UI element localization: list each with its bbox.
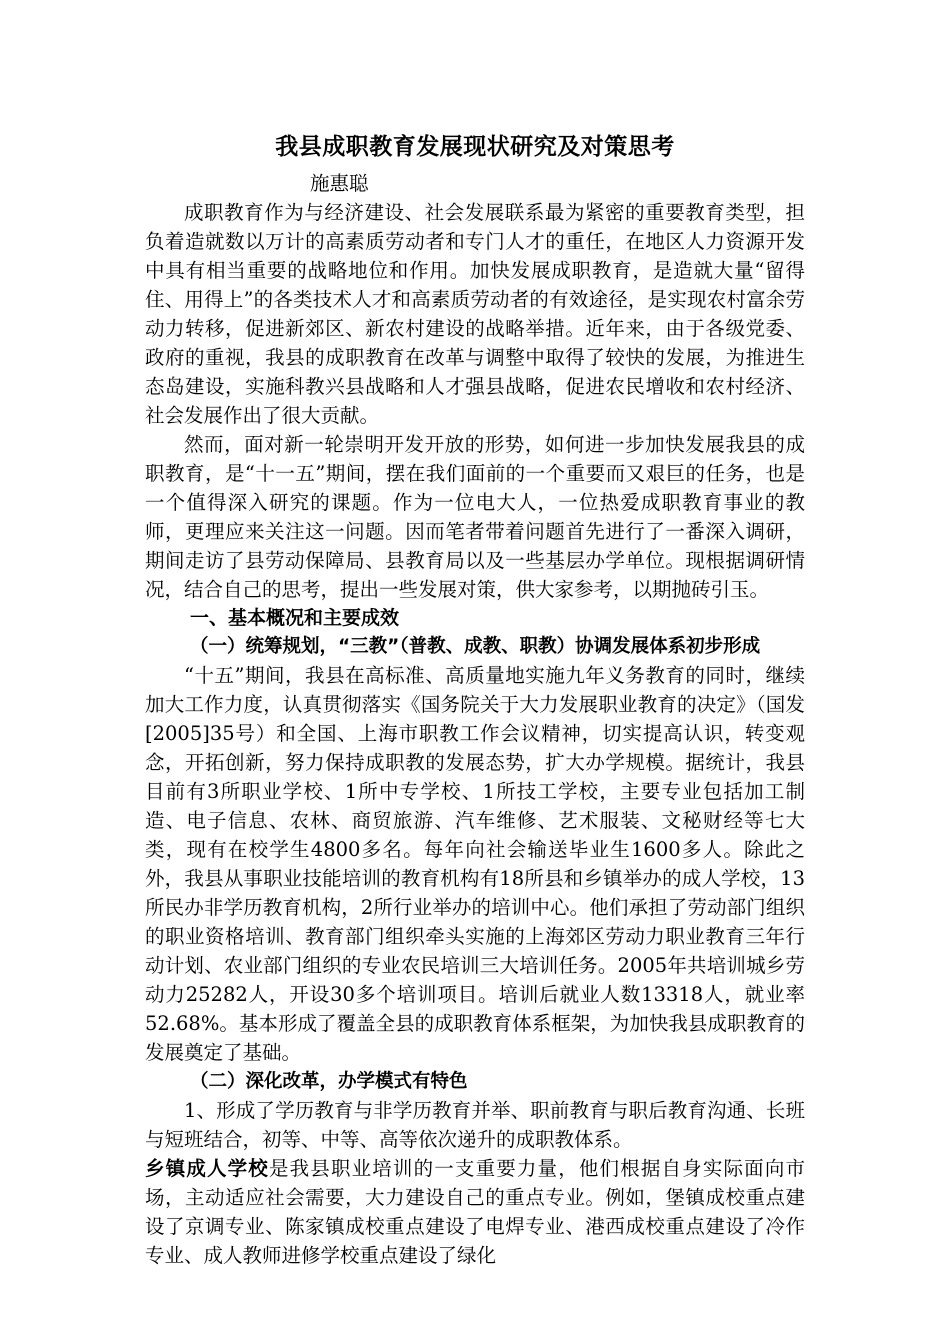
author-name: 施惠聪 bbox=[310, 172, 369, 195]
subsection-2-heading: （二）深化改革，办学模式有特色 bbox=[190, 1071, 468, 1092]
paragraph-lead-term: 乡镇成人学校 bbox=[145, 1157, 269, 1180]
intro-paragraph-1: 成职教育作为与经济建设、社会发展联系最为紧密的重要教育类型，担负着造就数以万计的高素质劳动者和专门人才的重任，在地区人力资源开发中具有相当重要的战略地位和作用。加快发展成职教育，是造就大量“留得住、用得上”的各类技术人才和高素质劳动者的有效途径，是实现农村富余劳动力转移，促进新郊区、新农村建设的战略举措。近年来，由于各级党委、政府的重视，我县的成职教育在改革与调整中取得了较快的发展，为推进生态岛建设，实施科教兴县战略和人才强县战略，促进农民增收和农村经济、社会发展作出了很大贡献。 bbox=[145, 201, 805, 427]
intro-paragraph-2: 然而，面对新一轮崇明开发开放的形势，如何进一步加快发展我县的成职教育，是“十一五”期间，摆在我们面前的一个重要而又艰巨的任务，也是一个值得深入研究的课题。作为一位电大人，一位热爱成职教育事业的教师，更理应来关注这一问题。因而笔者带着问题首先进行了一番深入调研，期间走访了县劳动保障局、县教育局以及一些基层办学单位。现根据调研情况，结合自己的思考，提出一些发展对策，供大家参考，以期抛砖引玉。 bbox=[145, 433, 805, 601]
subsection-1-paragraph: “十五”期间，我县在高标准、高质量地实施九年义务教育的同时，继续加大工作力度，认真贯彻落实《国务院关于大力发展职业教育的决定》（国发[2005]35号）和全国、上海市职教工作会议精神，切实提高认识，转变观念，开拓创新，努力保持成职教的发展态势，扩大办学规模。据统计，我县目前有3所职业学校、1所中专学校、1所技工学校，主要专业包括加工制造、电子信息、农林、商贸旅游、汽车维修、艺术服装、文秘财经等七大类，现有在校学生4800多名。每年向社会输送毕业生1600多人。除此之外，我县从事职业技能培训的教育机构有18所县和乡镇举办的成人学校，13所民办非学历教育机构，2所行业举办的培训中心。他们承担了劳动部门组织的职业资格培训、教育部门组织牵头实施的上海郊区劳动力职业教育三年行动计划、农业部门组织的专业农民培训三大培训任务。2005年共培训城乡劳动力25282人，开设30多个培训项目。培训后就业人数13318人，就业率52.68%。基本形成了覆盖全县的成职教育体系框架，为加快我县成职教育的发展奠定了基础。 bbox=[145, 664, 805, 1064]
subsection-2-paragraph-1: 1、形成了学历教育与非学历教育并举、职前教育与职后教育沟通、长班与短班结合，初等、中等、高等依次递升的成职教体系。 bbox=[145, 1099, 805, 1151]
paragraph-text: 是我县职业培训的一支重要力量，他们根据自身实际面向市场，主动适应社会需要，大力建设自己的重点专业。例如，堡镇成校重点建设了京调专业、陈家镇成校重点建设了电焊专业、港西成校重点建设了冷作专业、成人教师进修学校重点建设了绿化 bbox=[145, 1157, 805, 1267]
document-body bbox=[145, 130, 805, 1270]
subsection-2-paragraph-2 bbox=[145, 1154, 805, 1270]
subsection-1-heading: （一）统筹规划，“三教”（普教、成教、职教）协调发展体系初步形成 bbox=[190, 636, 761, 657]
document-title: 我县成职教育发展现状研究及对策思考 bbox=[275, 134, 675, 160]
section-1-heading: 一、基本概况和主要成效 bbox=[190, 607, 400, 629]
